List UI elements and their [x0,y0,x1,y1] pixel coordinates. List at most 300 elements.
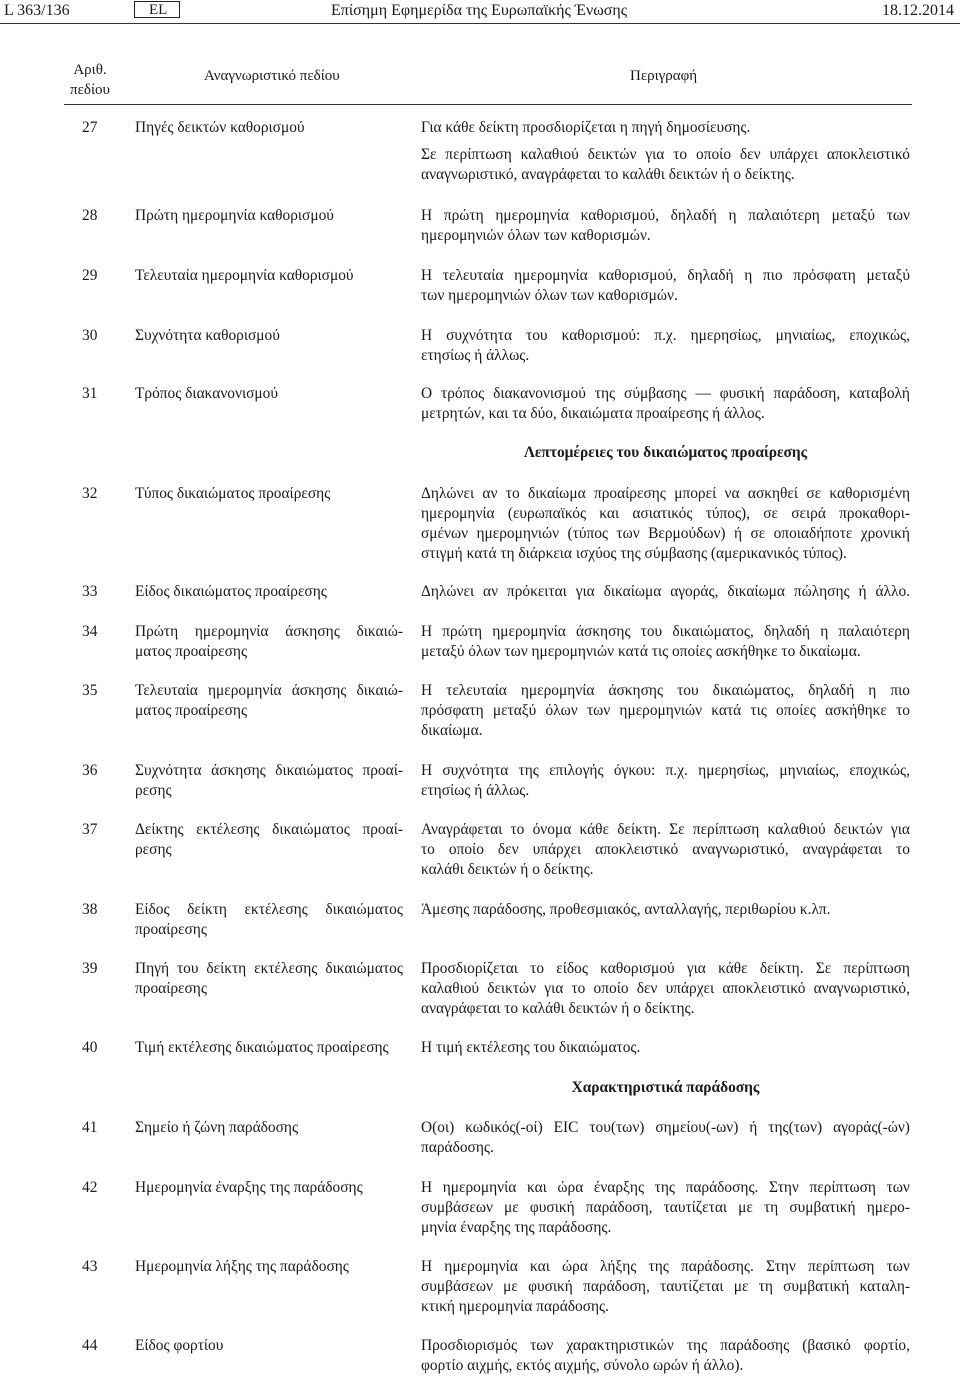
word: αναγνωριστικό, [692,841,789,858]
word: αναγράφεται [802,841,883,858]
word: του [526,327,548,344]
field-description [421,622,910,662]
word: η [728,207,737,224]
identifier-line [135,959,403,979]
word: δεικτών [487,980,537,997]
section-heading-delivery: Χαρακτηριστικά παράδοσης [571,1079,760,1096]
word: σε [750,525,766,542]
description-line: των ημερομηνιών όλων των καθορισμών. [421,287,678,304]
word: αποκλειστικό [595,841,679,858]
word: ή [749,1119,758,1136]
word: το [530,960,545,977]
word: Δηλώνει [421,583,475,600]
word: έναρξης [593,1179,645,1196]
word: για [686,960,706,977]
field-description [421,384,910,424]
word: ημερομηνία [492,623,566,640]
word: καθορισμού, [598,267,677,284]
word: παράδοση, [773,385,841,402]
word: καθορισμού, [580,207,659,224]
word: δικαιώματος [325,901,403,918]
word: ημερομηνία [442,1179,517,1196]
description-line [421,484,910,504]
word: χρονική [860,525,910,542]
word: Δηλώνει [421,485,475,502]
word: αποκλειστικό [722,980,806,997]
word: η [820,623,829,640]
word: παράδοσης. [685,1179,759,1196]
word: Η [421,1179,433,1196]
field-description [421,206,910,246]
description-line [421,1336,910,1356]
word: το [571,980,586,997]
word: συμβατική [789,1199,856,1216]
field-number: 37 [82,821,98,838]
description-line: φορτίο αιχμής, εκτός αιχμής, σύνολο ωρών ή άλλο). [421,1357,744,1374]
word: Πηγή [135,960,170,977]
field-number: 29 [82,267,98,284]
word: καλαθιού [520,146,579,163]
word: — [695,385,711,402]
word: ημερομηνία [194,623,269,640]
field-identifier: Σημείο ή ζώνη παράδοσης [135,1119,299,1136]
word: για [645,146,665,163]
word: καλαθιού [421,980,480,997]
word: των [886,1179,910,1196]
word: των [586,702,611,719]
word: να [724,485,740,502]
identifier-line: ματος προαίρεσης [135,702,248,719]
field-description [421,484,910,564]
identifier-line [135,622,403,642]
description-line: κτική ημερομηνία παράδοσης. [421,1298,609,1315]
field-identifier [135,761,403,801]
identifier-line [135,900,403,920]
word: ημερησίως, [690,327,762,344]
word: Αναγράφεται [421,821,503,838]
word: άσκησης [575,623,631,640]
word: παλαιότερη [748,207,820,224]
word: (τύπος [567,525,609,542]
field-number: 44 [82,1337,98,1354]
word: επιλογής [549,762,604,779]
word: το [421,841,435,858]
column-header-number [66,60,114,104]
field-identifier: Συχνότητα καθορισμού [135,327,280,344]
word: του [640,623,663,640]
word: της(των) [768,1119,823,1136]
field-identifier: Τελευταία ημερομηνία καθορισμού [135,267,354,284]
word: δηλαδή [687,267,734,284]
field-identifier: Ημερομηνία έναρξης της παράδοσης [135,1179,363,1196]
identifier-line: ρεσης [135,841,172,858]
word: εποχικώς, [849,762,910,779]
word: ημερομηνία [421,505,495,522]
field-description [421,1257,910,1317]
language-badge: EL [134,1,180,18]
identifier-line: προαίρεσης [135,921,207,938]
word: και [599,505,620,522]
word: δικαιώματος [272,821,350,838]
word: τελευταία [446,682,507,699]
field-identifier: Τύπος δικαιώματος προαίρεσης [135,485,331,502]
word: οποιαδήποτε [773,525,853,542]
word: το [896,841,910,858]
word: σε [763,505,779,522]
page-header [0,0,960,24]
description-line [421,1118,910,1138]
word: ή [733,525,743,542]
word: φυσική [529,1199,575,1216]
word: με [504,1199,519,1216]
word: παράδοσης [720,1337,790,1354]
field-identifier: Τρόπος διακανονισμού [135,385,278,402]
word: ασκηθεί [747,485,799,502]
word: και [526,1179,547,1196]
description-line [421,1178,910,1198]
field-identifier: Πρώτη ημερομηνία καθορισμού [135,207,334,224]
field-description [421,326,910,366]
word: των [616,525,640,542]
description-line: μετρητών, και τα δύο, δικαιώματα προαίρεσης ή άλλος. [421,405,765,422]
description-line [421,326,910,346]
description-line [421,1257,910,1277]
word: περίπτωση [807,1258,875,1275]
description-line [421,504,910,524]
word: περίπτωση [445,146,512,163]
description-line [421,266,910,286]
word: σύμβασης [624,385,687,402]
description-line [421,1198,910,1218]
word: ημερησίως, [698,762,770,779]
word: δεν [497,841,519,858]
word: του [176,960,199,977]
publication-date: 18.12.2014 [882,2,954,19]
description-line [421,681,910,701]
word: οποίες [776,702,816,719]
word: μεταξύ [866,267,910,284]
word: μηνιαίως, [779,762,840,779]
word: όγκου: [613,762,656,779]
word: το [673,146,688,163]
word: ασκήθηκε [825,702,887,719]
word: φυσική [719,385,765,402]
description-line: ετησίως ή άλλως. [421,782,530,799]
word: πιο [762,267,783,284]
word: παράδοσης. [681,1258,754,1275]
identifier-line: προαίρεσης [135,980,207,997]
word: Στην [769,1179,799,1196]
word: Βερμούδων) [648,525,726,542]
word: εκτέλεσης [244,901,308,918]
word: η [868,682,877,699]
word: δικαίωμα [527,485,586,502]
word: δικαιώματος, [672,623,754,640]
field-number: 28 [82,207,98,224]
word: με [733,1278,749,1295]
word: Τελευταία [135,682,198,699]
word: το [510,821,525,838]
word: καταβολή [849,385,910,402]
word: καθορισμού: [561,327,641,344]
word: Η [421,762,433,779]
field-number: 40 [82,1039,98,1056]
field-number: 41 [82,1119,98,1136]
description-line [421,840,910,860]
word: παράδοση, [585,1199,653,1216]
word: (βασικό [802,1337,851,1354]
word: κάθε [718,960,748,977]
word: ώρα [561,1258,588,1275]
description-line: ετησίως ή άλλως. [421,347,530,364]
field-description [421,820,910,880]
word: περίπτωση [692,821,760,838]
word: μεταξύ [831,207,876,224]
word: παλαιότερη [838,623,910,640]
header-divider [0,23,960,24]
description-line [421,1277,910,1297]
word: Συχνότητα [135,762,202,779]
word: συμβάσεων [421,1278,493,1295]
word: των [886,207,910,224]
field-number: 42 [82,1179,98,1196]
word: πρόσφατη [793,267,856,284]
word: ημερομηνία [514,267,588,284]
word: των [886,1258,910,1275]
word: ή [858,583,867,600]
description-line [421,524,910,544]
word: σε [806,485,822,502]
word: της [686,1337,708,1354]
word: προαί- [362,821,403,838]
word: συμβάσεων [421,1199,493,1216]
word: άσκησης [285,623,340,640]
word: μεταξύ [492,702,537,719]
description-line: Άμεσης παράδοσης, προθεσμιακός, ανταλλαγής, περιθωρίου κ.λπ. [421,901,831,918]
word: Η [421,327,433,344]
word: φυσική [528,1278,573,1295]
field-description [421,681,910,741]
word: αν [482,485,498,502]
word: πώλησης [793,583,850,600]
word: αναγνωριστικό, [813,980,910,997]
description-line: αναγνωριστικό, αναγράφεται το καλάθι δεικτών ή ο δείκτης. [421,166,795,183]
word: άσκησης [608,682,664,699]
field-description [421,266,910,306]
word: πρόσφατη [421,702,484,719]
word: τη [758,1278,773,1295]
word: δεν [636,980,658,997]
field-identifier: Είδος φορτίου [135,1337,224,1354]
description-line: καλάθι δεικτών ή ο δείκτης. [421,861,594,878]
word: Η [421,682,433,699]
field-description [421,959,910,1019]
word: Στην [765,1258,796,1275]
word: σειρά [791,505,826,522]
word: τη [764,1199,779,1216]
field-identifier: Ημερομηνία λήξης της παράδοσης [135,1258,349,1275]
word: τελευταία [442,267,504,284]
identifier-line: ρεσης [135,782,172,799]
description-line: μεταξύ όλων των ημερομηνιών κατά τις οποίες ασκήθηκε το δικαίωμα. [421,643,861,660]
word: περίπτωση [843,960,910,977]
word: για [890,821,910,838]
description-line: Για κάθε δείκτη προσδιορίζεται η πηγή δημοσίευσης. [421,119,751,136]
column-header-number-line1: Αριθ. [73,62,107,78]
word: κωδικός(-οί) [465,1119,543,1136]
word: δικαιώματος [325,960,403,977]
word: με [503,1278,518,1295]
field-number: 35 [82,682,98,699]
word: Είδος [135,901,170,918]
word: π.χ. [665,762,688,779]
section-heading-option-details: Λεπτομέρειες του δικαιώματος προαίρεσης [523,444,808,461]
field-identifier [135,622,403,662]
word: του [677,682,699,699]
word: η [744,267,753,284]
word: και [530,1258,550,1275]
word: κάθε [579,821,610,838]
description-line [421,959,910,979]
word: δικαιώ- [356,623,403,640]
description-line [421,979,910,999]
word: τρόπος [441,385,485,402]
word: καταλη- [859,1278,910,1295]
word: τύπος), [705,505,751,522]
word: δείκτη. [617,821,661,838]
field-identifier [135,959,403,999]
identifier-line [135,820,403,840]
field-identifier: Είδος δικαιώματος προαίρεσης [135,583,327,600]
field-number: 39 [82,960,98,977]
word: με [738,1199,753,1216]
word: λήξης [600,1258,637,1275]
word: διακανονισμού [493,385,586,402]
description-line: μηνία έναρξης της παράδοσης. [421,1219,612,1236]
word: π.χ. [654,327,677,344]
word: δείκτη [187,901,227,918]
word: (ευρωπαϊκός [507,505,587,522]
word: σημείου(-ων) [655,1119,739,1136]
description-line [421,384,910,404]
word: Ο(οι) [421,1119,455,1136]
word: είδος [556,960,588,977]
word: Προσδιορισμός [421,1337,518,1354]
column-header-number-line2: πεδίου [70,82,110,98]
word: αποκλειστικό [826,146,910,163]
word: το [896,702,910,719]
word: προαί- [362,762,403,779]
word: υπάρχει [532,841,582,858]
word: για [544,980,564,997]
field-number: 34 [82,623,98,640]
word: για [575,583,595,600]
word: Δείκτης [135,821,184,838]
field-number: 31 [82,385,98,402]
field-identifier [135,820,403,860]
journal-title: Επίσημη Εφημερίδα της Ευρωπαϊκής Ένωσης [331,2,628,19]
word: ταυτίζεται [663,1199,728,1216]
identifier-line [135,761,403,781]
word: δεν [739,146,761,163]
word: Σε [669,821,685,838]
word: αγοράς, [670,583,719,600]
word: εκτέλεσης [196,821,260,838]
field-number: 38 [82,901,98,918]
identifier-line: ματος προαίρεσης [135,643,248,660]
word: χαρακτηριστικών [566,1337,674,1354]
word: συχνότητα [442,762,509,779]
word: ημερομηνία [207,682,282,699]
word: περίπτωση [809,1179,876,1196]
word: δικαιώματος [275,762,353,779]
word: υπάρχει [665,980,715,997]
word: ταυτίζεται [660,1278,724,1295]
field-identifier [135,900,403,940]
word: δεικτών [587,146,637,163]
word: προαίρεσης [593,485,666,502]
description-line [421,206,910,226]
word: δείκτη [206,960,247,977]
field-number: 27 [82,119,98,136]
word: δεικτών [833,821,883,838]
description-line: ημερομηνιών όλων των καθορισμών. [421,227,651,244]
word: πιο [890,682,910,699]
word: καλαθιού [767,821,826,838]
word: της [654,1179,675,1196]
word: Η [421,623,433,640]
word: πρόκειται [506,583,567,600]
identifier-line [135,681,403,701]
field-description [421,761,910,801]
field-description [421,118,910,185]
field-identifier: Τιμή εκτέλεσης δικαιώματος προαίρεσης [135,1039,389,1056]
column-header-divider [64,104,912,105]
word: άσκησης [291,682,347,699]
field-description [421,582,910,602]
word: αγοράς(-ών) [833,1119,910,1136]
word: δικαίωμα [603,583,662,600]
word: Η [421,267,433,284]
word: δηλαδή [763,623,811,640]
field-number: 43 [82,1258,98,1275]
field-description [421,900,910,920]
word: πρώτη [442,623,483,640]
column-header-identifier: Αναγνωριστικό πεδίου [204,68,340,84]
word: υπάρχει [769,146,819,163]
word: άσκησης [211,762,266,779]
word: φορτίο, [863,1337,910,1354]
word: τις [750,702,767,719]
word: δηλαδή [670,207,717,224]
word: προκαθορι- [839,505,910,522]
description-line: δικαίωμα. [421,722,483,739]
word: δικαιώματος, [712,682,795,699]
word: καθορισμού [600,960,675,977]
word: της [518,762,539,779]
field-number: 33 [82,583,98,600]
page-reference: L 363/136 [4,2,70,19]
word: Η [421,1258,433,1275]
word: ημερομηνία [495,207,569,224]
word: δηλαδή [808,682,855,699]
word: συμβατική [783,1278,850,1295]
word: εποχικώς, [849,327,910,344]
description-line [421,622,910,642]
word: Σε [815,960,832,977]
word: ασιατικός [632,505,693,522]
word: οποίο [448,841,484,858]
